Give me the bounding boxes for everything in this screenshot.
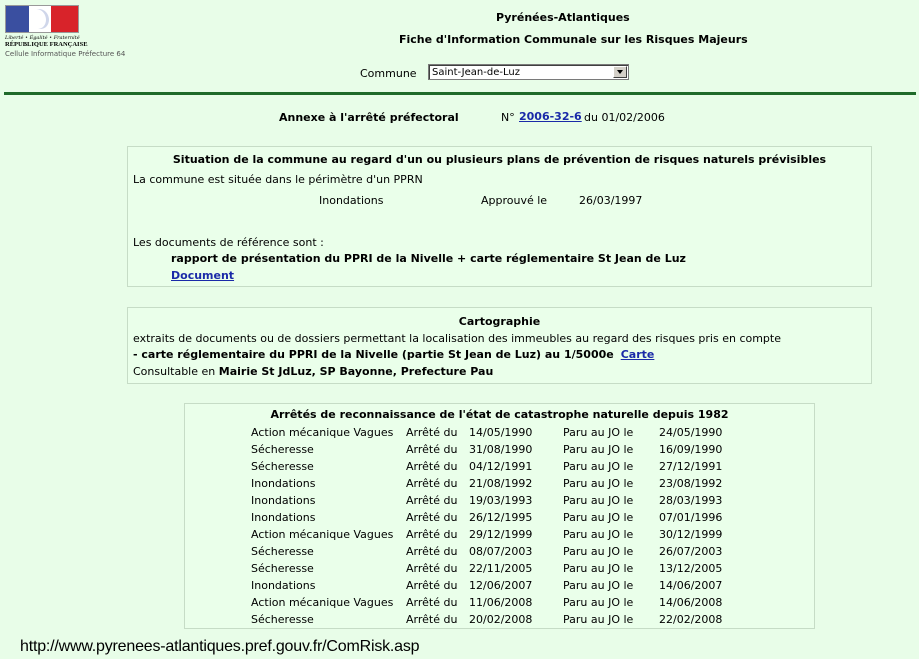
header-divider [4,92,916,95]
jo-date: 27/12/1991 [659,460,723,473]
catastrophe-type: Sécheresse [251,443,314,456]
cartographie-title: Cartographie [458,315,541,328]
catastrophe-type: Action mécanique Vagues [251,426,394,439]
arrete-label: Arrêté du [406,596,458,609]
commune-label: Commune [360,67,417,80]
catastrophe-type: Sécheresse [251,562,314,575]
arrete-label: Arrêté du [406,460,458,473]
arrete-date: 12/06/2007 [469,579,533,592]
table-row [251,424,722,441]
jo-date: 30/12/1999 [659,528,723,541]
ppr-docs-label: Les documents de référence sont : [133,236,324,249]
arrete-date: 04/12/1991 [469,460,533,473]
catastrophe-type: Action mécanique Vagues [251,596,394,609]
arrete-date: 31/08/1990 [469,443,533,456]
table-row [251,543,722,560]
ppr-situation: La commune est située dans le périmètre d'un PPRN [133,173,423,186]
ppr-doc-title: rapport de présentation du PPRI de la Nivelle + carte réglementaire St Jean de Luz [171,252,686,265]
table-row [251,611,722,628]
table-row [251,526,722,543]
jo-label: Paru au JO le [563,596,634,609]
jo-label: Paru au JO le [563,477,634,490]
jo-label: Paru au JO le [563,613,634,626]
arrete-date: 19/03/1993 [469,494,533,507]
arrete-number-label: N° [501,111,515,124]
cellule-caption: Cellule Informatique Préfecture 64 [5,50,126,58]
catastrophes-table [251,424,722,628]
table-row [251,577,722,594]
department-title: Pyrénées-Atlantiques [496,11,630,24]
cartographie-description: extraits de documents ou de dossiers permettant la localisation des immeubles au regard des risques pris en compte [133,332,781,345]
consult-prefix: Consultable en [133,365,216,378]
jo-date: 13/12/2005 [659,562,723,575]
catastrophe-type: Inondations [251,494,316,507]
arrete-date: du 01/02/2006 [584,111,665,124]
republique-francaise-logo [5,5,88,48]
arrete-label: Arrêté du [406,613,458,626]
jo-label: Paru au JO le [563,562,634,575]
catastrophe-type: Sécheresse [251,545,314,558]
annexe-label: Annexe à l'arrêté préfectoral [279,111,459,124]
jo-date: 23/08/1992 [659,477,723,490]
ppr-title: Situation de la commune au regard d'un ou plusieurs plans de prévention de risques naturels prévisibles [172,153,827,166]
arrete-date: 11/06/2008 [469,596,533,609]
carte-link[interactable]: Carte [620,348,655,361]
arrete-label: Arrêté du [406,579,458,592]
jo-label: Paru au JO le [563,426,634,439]
arrete-label: Arrêté du [406,443,458,456]
page-title: Fiche d'Information Communale sur les Risques Majeurs [399,33,748,46]
jo-date: 14/06/2008 [659,596,723,609]
jo-date: 26/07/2003 [659,545,723,558]
ppr-approved-label: Approuvé le [481,194,548,207]
jo-date: 14/06/2007 [659,579,723,592]
arrete-label: Arrêté du [406,545,458,558]
cartographie-map-title: - carte réglementaire du PPRI de la Nivelle (partie St Jean de Luz) au 1/5000e [133,348,614,361]
arrete-label: Arrêté du [406,528,458,541]
jo-label: Paru au JO le [563,528,634,541]
ppr-risk: Inondations [319,194,384,207]
arrete-date: 22/11/2005 [469,562,533,575]
table-row [251,492,722,509]
arrete-date: 21/08/1992 [469,477,533,490]
arrete-label: Arrêté du [406,511,458,524]
page-url: http://www.pyrenees-atlantiques.pref.gouv.fr/ComRisk.asp [20,638,420,655]
jo-date: 07/01/1996 [659,511,723,524]
chevron-down-icon[interactable] [613,66,627,78]
arrete-date: 08/07/2003 [469,545,533,558]
logo-republique: RÉPUBLIQUE FRANÇAISE [5,41,88,48]
tricolor-flag-icon [5,5,79,33]
jo-date: 22/02/2008 [659,613,723,626]
table-row [251,509,722,526]
consult-places: Mairie St JdLuz, SP Bayonne, Prefecture Pau [218,365,494,378]
commune-select[interactable] [428,64,629,80]
table-row [251,594,722,611]
jo-label: Paru au JO le [563,460,634,473]
arrete-date: 26/12/1995 [469,511,533,524]
table-row [251,441,722,458]
arrete-date: 14/05/1990 [469,426,533,439]
jo-label: Paru au JO le [563,443,634,456]
arrete-date: 20/02/2008 [469,613,533,626]
catastrophes-title: Arrêtés de reconnaissance de l'état de catastrophe naturelle depuis 1982 [270,408,729,421]
jo-date: 24/05/1990 [659,426,723,439]
catastrophes-panel [184,403,815,629]
catastrophe-type: Inondations [251,477,316,490]
commune-selected-value: Saint-Jean-de-Luz [432,66,520,78]
table-row [251,475,722,492]
table-row [251,458,722,475]
jo-label: Paru au JO le [563,579,634,592]
arrete-label: Arrêté du [406,562,458,575]
cartographie-map-line [133,348,654,361]
catastrophe-type: Sécheresse [251,460,314,473]
ppr-panel [127,146,872,287]
catastrophe-type: Sécheresse [251,613,314,626]
jo-date: 28/03/1993 [659,494,723,507]
catastrophe-type: Action mécanique Vagues [251,528,394,541]
jo-date: 16/09/1990 [659,443,723,456]
catastrophe-type: Inondations [251,511,316,524]
jo-label: Paru au JO le [563,511,634,524]
arrete-label: Arrêté du [406,426,458,439]
ppr-approved-date: 26/03/1997 [579,194,643,207]
cartographie-panel [127,307,872,384]
catastrophe-type: Inondations [251,579,316,592]
cartographie-consult-line [133,365,493,378]
ppr-document-link[interactable]: Document [171,269,235,282]
arrete-label: Arrêté du [406,494,458,507]
jo-label: Paru au JO le [563,545,634,558]
jo-label: Paru au JO le [563,494,634,507]
arrete-number-link[interactable]: 2006-32-6 [519,110,582,123]
arrete-label: Arrêté du [406,477,458,490]
table-row [251,560,722,577]
arrete-date: 29/12/1999 [469,528,533,541]
logo-devise: Liberté • Égalité • Fraternité [5,35,80,41]
